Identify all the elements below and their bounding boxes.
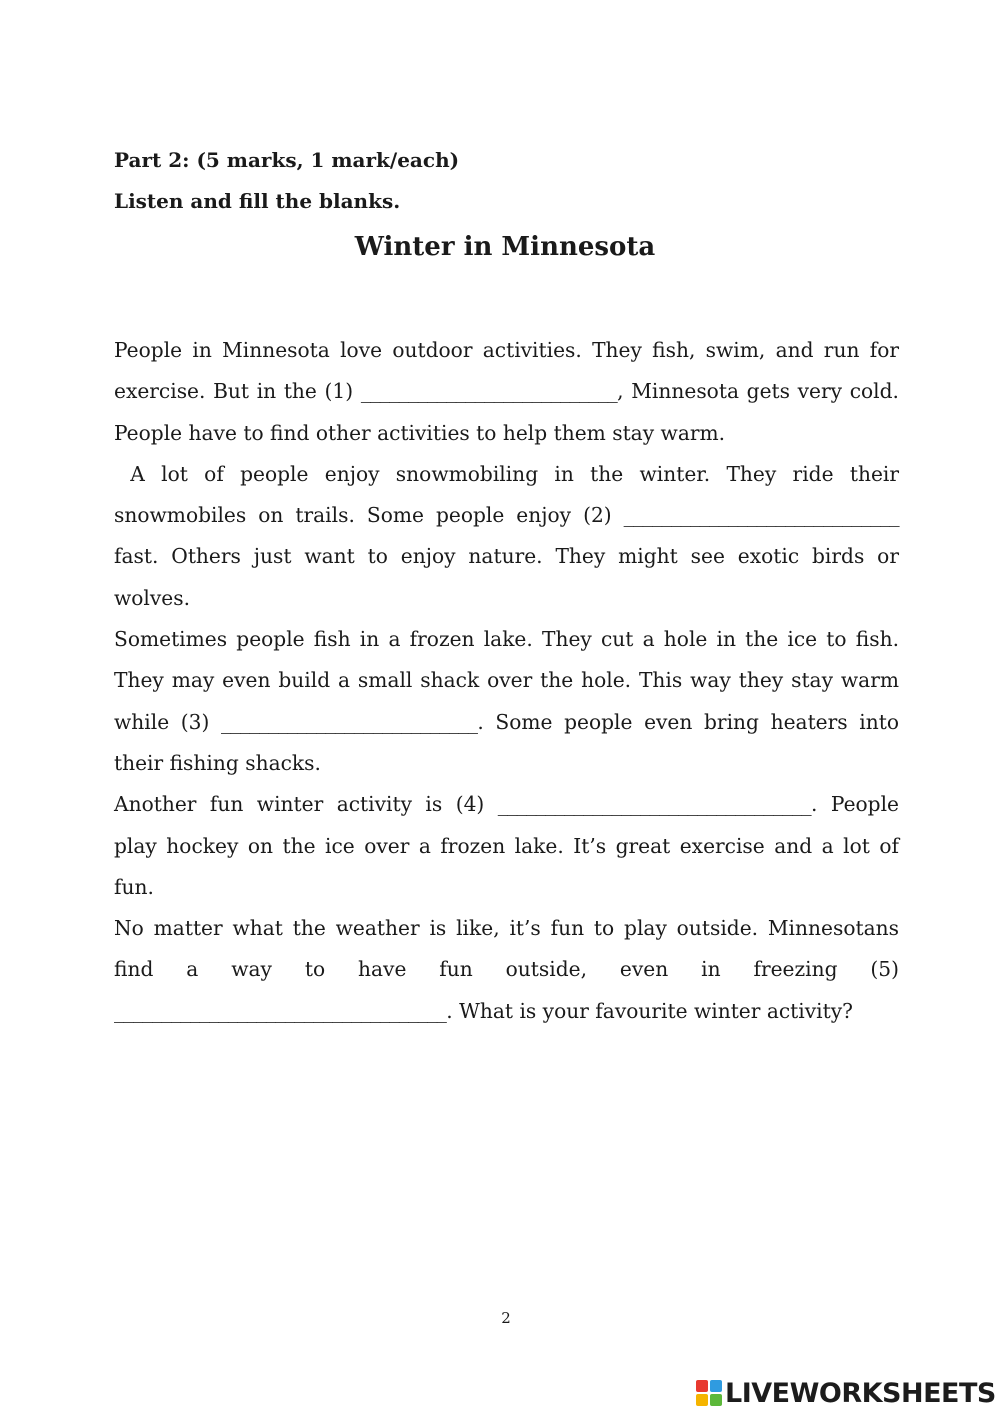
answer-blank-5[interactable]: ___________________________________ xyxy=(114,998,447,1023)
answer-blank-4[interactable]: _________________________________ xyxy=(497,792,812,817)
paragraph-text: Another fun winter activity is (4) xyxy=(114,792,498,817)
logo-square-icon xyxy=(710,1394,722,1406)
answer-blank-3[interactable]: ___________________________ xyxy=(221,709,478,734)
logo-square-icon xyxy=(696,1394,708,1406)
page-number: 2 xyxy=(501,1309,511,1327)
paragraph-text: Sometimes people fish in a frozen lake. They cut a hole in the ice to fish. They may even build a small shack over the hole. This way they stay warm while (3) xyxy=(114,627,899,734)
paragraph-text: A lot of people enjoy snowmobiling in the winter. They ride their snowmobiles on trails. Some people enjoy (2) xyxy=(114,461,899,528)
logo-square-icon xyxy=(710,1380,722,1392)
paragraph-5 xyxy=(114,908,899,1032)
part-heading: Part 2: (5 marks, 1 mark/each) xyxy=(114,148,460,172)
passage-body xyxy=(114,330,899,1032)
paragraph-text: . Some people even bring heaters into their fishing shacks. xyxy=(114,709,899,775)
paragraph-4 xyxy=(114,784,899,908)
paragraph-text: People in Minnesota love outdoor activities. They fish, swim, and run for exercise. But in the (1) xyxy=(114,338,899,404)
answer-blank-2[interactable]: _____________________________ xyxy=(623,503,899,528)
liveworksheets-logo[interactable] xyxy=(696,1378,996,1408)
paragraph-1 xyxy=(114,330,899,454)
logo-square-icon xyxy=(696,1380,708,1392)
paragraph-text: , Minnesota gets very cold. People have to find other activities to help them stay warm. xyxy=(114,379,899,445)
paragraph-text: No matter what the weather is like, it’s fun to play outside. Minnesotans find a way to have fun outside, even in freezing (5) xyxy=(114,916,899,982)
paragraph-3 xyxy=(114,619,899,784)
paragraph-2 xyxy=(114,454,899,619)
paragraph-text: . People play hockey on the ice over a frozen lake. It’s great exercise and a lot of fun. xyxy=(114,792,899,899)
liveworksheets-logo-icon xyxy=(696,1380,722,1406)
logo-text: LIVEWORKSHEETS xyxy=(725,1377,996,1409)
passage-title: Winter in Minnesota xyxy=(354,232,656,262)
answer-blank-1[interactable]: ___________________________ xyxy=(360,379,618,404)
paragraph-text: . What is your favourite winter activity? xyxy=(446,998,853,1023)
instruction-heading: Listen and fill the blanks. xyxy=(114,189,401,213)
paragraph-text: fast. Others just want to enjoy nature. They might see exotic birds or wolves. xyxy=(114,544,899,610)
